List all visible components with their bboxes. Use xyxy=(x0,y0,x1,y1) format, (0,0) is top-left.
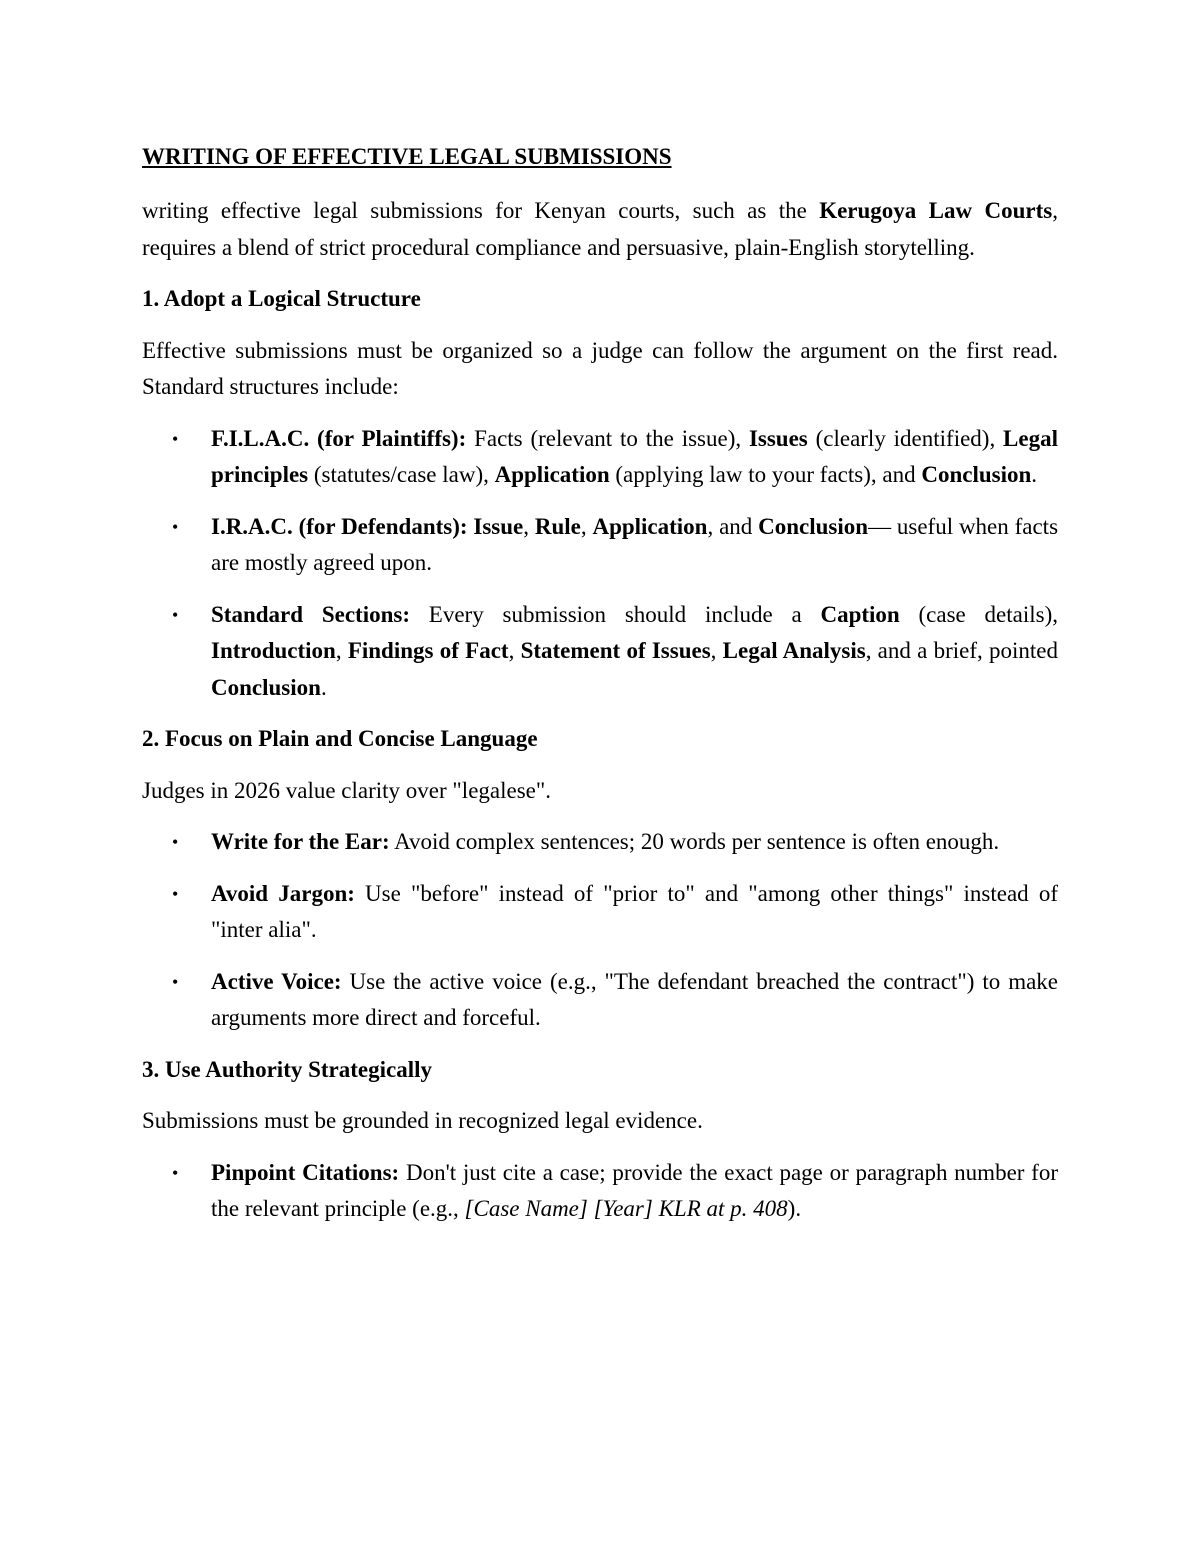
bullet-icon: • xyxy=(172,883,179,904)
intro-paragraph: writing effective legal submissions for Kenyan courts, such as the Kerugoya Law Courts, requires a blend of strict procedural compliance and persuasive, plain-English storytelling. xyxy=(142,198,1058,260)
bullet-icon: • xyxy=(172,832,179,852)
section-1-heading: 1. Adopt a Logical Structure xyxy=(142,286,421,311)
intro-court-name: Kerugoya Law Courts xyxy=(819,198,1053,223)
document-title: WRITING OF EFFECTIVE LEGAL SUBMISSIONS xyxy=(142,144,672,169)
document-page xyxy=(142,137,1058,1243)
list-item-active-voice: • Active Voice: Use the active voice (e.g., "The defendant breached the contract") to make arguments more direct and forceful. xyxy=(142,964,1058,1037)
bullet-icon: • xyxy=(172,604,179,625)
list-item-write-for-ear: • Write for the Ear: Avoid complex sentences; 20 words per sentence is often enough. xyxy=(142,824,1058,861)
bullet-icon: • xyxy=(172,516,179,537)
section-2-text: Judges in 2026 value clarity over "legalese". xyxy=(142,777,552,803)
section-2-heading: 2. Focus on Plain and Concise Language xyxy=(142,726,538,751)
section-3-list xyxy=(142,1155,1058,1228)
section-2-list xyxy=(142,824,1058,1037)
section-1-text: Effective submissions must be organized so a judge can follow the argument on the first read. Standard structures include: xyxy=(142,337,1058,399)
list-item-irac: • I.R.A.C. (for Defendants): Issue, Rule, Application, and Conclusion— useful when facts are mostly agreed upon. xyxy=(142,509,1058,582)
bullet-icon: • xyxy=(172,428,179,449)
list-item-avoid-jargon: • Avoid Jargon: Use "before" instead of "prior to" and "among other things" instead of "inter alia". xyxy=(142,876,1058,949)
section-1-list xyxy=(142,421,1058,707)
list-item-filac: • F.I.L.A.C. (for Plaintiffs): Facts (relevant to the issue), Issues (clearly identified), Legal principles (statutes/case law), Application (applying law to your facts), and Conclusion. xyxy=(142,421,1058,494)
bullet-icon: • xyxy=(172,1162,179,1183)
list-item-pinpoint-citations: • Pinpoint Citations: Don't just cite a case; provide the exact page or paragraph number for the relevant principle (e.g., [Case Name] [Year] KLR at p. 408). xyxy=(142,1155,1058,1228)
citation-example: [Case Name] [Year] KLR at p. 408 xyxy=(464,1196,788,1221)
bullet-icon: • xyxy=(172,971,179,992)
section-3-heading: 3. Use Authority Strategically xyxy=(142,1056,433,1082)
section-3-text: Submissions must be grounded in recognized legal evidence. xyxy=(142,1108,703,1133)
list-item-standard-sections: • Standard Sections: Every submission should include a Caption (case details), Introduction, Findings of Fact, Statement of Issues, Legal Analysis, and a brief, pointed Conclusion. xyxy=(142,597,1058,707)
